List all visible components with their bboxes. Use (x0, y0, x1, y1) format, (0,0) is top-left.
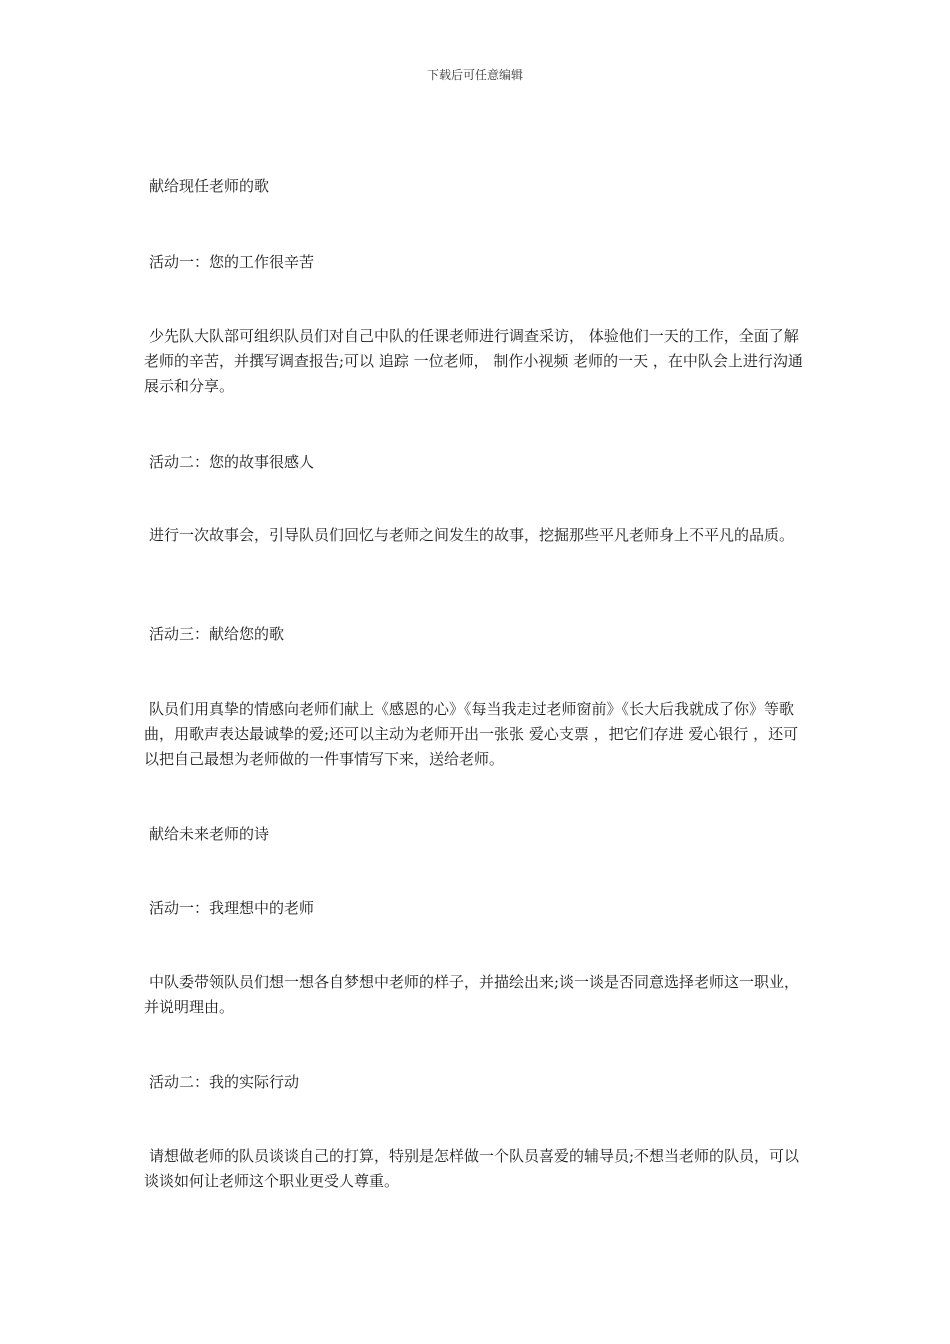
activity-heading: 活动二：我的实际行动 (149, 1073, 300, 1091)
activity-paragraph: 请想做老师的队员谈谈自己的打算，特别是怎样做一个队员喜爱的辅导员;不想当老师的队员，可以谈谈如何让老师这个职业更受人尊重。 (144, 1147, 800, 1190)
section-heading: 献给现任老师的歌 (149, 177, 270, 195)
activity-paragraph: 进行一次故事会，引导队员们回忆与老师之间发生的故事，挖掘那些平凡老师身上不平凡的品质。 (149, 526, 795, 544)
activity-heading: 活动一：我理想中的老师 (149, 899, 315, 917)
activity-paragraph: 少先队大队部可组织队员们对自己中队的任课老师进行调查采访， 体验他们一天的工作，全面了解老师的辛苦，并撰写调查报告;可以 追踪 一位老师， 制作小视频 老师的一天 ，在中队会上进行沟通展示和分享。 (144, 327, 803, 395)
activity-heading: 活动三：献给您的歌 (149, 625, 285, 643)
section-heading: 献给未来老师的诗 (149, 825, 270, 843)
activity-heading: 活动二：您的故事很感人 (149, 453, 315, 471)
activity-paragraph: 队员们用真挚的情感向老师们献上《感恩的心》《每当我走过老师窗前》《长大后我就成了你》等歌曲，用歌声表达最诚挚的爱;还可以主动为老师开出一张张 爱心支票 ，把它们存进 爱心银行 ，还可以把自己最想为老师做的一件事情写下来，送给老师。 (144, 700, 799, 768)
activity-heading: 活动一：您的工作很辛苦 (149, 253, 315, 271)
header-note: 下载后可任意编辑 (426, 68, 523, 82)
activity-paragraph: 中队委带领队员们想一想各自梦想中老师的样子，并描绘出来;谈一谈是否同意选择老师这一职业，并说明理由。 (144, 973, 800, 1016)
